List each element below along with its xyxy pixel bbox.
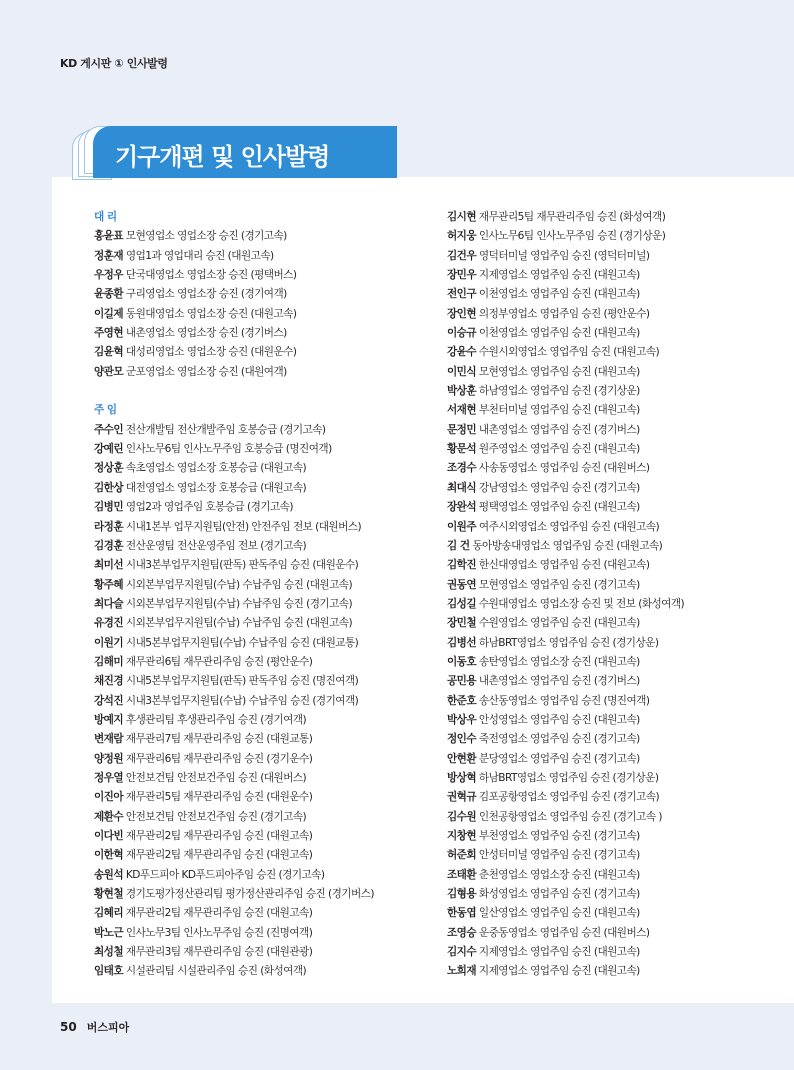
section-heading: 대 리 [94,211,117,223]
appointment-entry [94,247,439,266]
appointment-detail: 의정부영업소 영업주임 승진 (평안운수) [478,307,650,320]
appointment-entry [94,730,439,749]
appointment-detail: 일산영업소 영업주임 승진 (대원고속) [478,907,640,920]
person-name: 전인구 [447,288,477,301]
appointment-entry [447,730,747,749]
appointment-entry [94,614,439,633]
appointment-detail: 재무관리5팀 재무관리주임 승진 (대원운수) [125,791,313,804]
appointment-detail: 지제영업소 영업주임 승진 (대원고속) [478,269,640,282]
appointment-detail: 여주시외영업소 영업주임 승진 (대원고속) [478,520,660,533]
appointment-detail: 재무관리7팀 재무관리주임 승진 (대원교통) [125,733,313,746]
appointment-entry [94,808,439,827]
person-name: 허준회 [447,849,477,862]
person-name: 김혜리 [94,907,124,920]
appointment-detail: 수원대영업소 영업소장 승진 및 전보 (화성여객) [478,597,685,610]
appointment-entry [94,595,439,614]
appointment-entry [94,518,439,537]
appointment-detail: 재무관리2팀 재무관리주임 승진 (대원고속) [125,849,313,862]
appointments-right-column [447,208,747,982]
person-name: 정인수 [447,733,477,746]
person-name: 김학진 [447,559,477,572]
person-name: 장인현 [447,307,477,320]
appointment-entry [447,769,747,788]
person-name: 양관모 [94,365,124,378]
appointment-entry [447,866,747,885]
appointment-detail: 영덕터미널 영업주임 승진 (영덕터미널) [478,249,650,262]
appointment-entry [94,440,439,459]
person-name: 최대식 [447,481,477,494]
appointment-entry [447,305,747,324]
person-name: 제환수 [94,810,124,823]
appointment-detail: 강남영업소 영업주임 승진 (경기고속) [478,481,640,494]
person-name: 방예지 [94,713,124,726]
person-name: 강예린 [94,443,124,456]
appointment-entry [447,846,747,865]
appointment-entry [94,788,439,807]
appointment-entry [447,363,747,382]
appointment-entry [94,692,439,711]
appointment-entry [447,440,747,459]
appointment-entry [94,556,439,575]
appointment-detail: 이천영업소 영업주임 승진 (대원고속) [478,288,640,301]
appointment-entry [94,459,439,478]
appointment-detail: 시내3본부업무지원팀(판독) 판독주임 승진 (대원운수) [125,559,359,572]
person-name: 김건우 [447,249,477,262]
appointment-detail: 시내1본부 업무지원팀(안전) 안전주임 전보 (대원버스) [125,520,362,533]
appointment-entry [447,672,747,691]
appointment-entry [447,479,747,498]
appointment-detail: 안전보건팀 안전보건주임 승진 (대원버스) [125,771,307,784]
person-name: 조영승 [447,926,477,939]
appointment-entry [447,885,747,904]
appointment-entry [94,343,439,362]
person-name: 방상혁 [447,771,477,784]
person-name: 송원석 [94,868,124,881]
appointment-entry [447,750,747,769]
appointment-entry [94,305,439,324]
appointment-detail: 재무관리3팀 재무관리주임 승진 (대원관광) [125,946,313,959]
appointment-detail: 모현영업소 영업소장 승진 (경기고속) [125,230,287,243]
appointment-entry [94,904,439,923]
appointment-entry [447,827,747,846]
person-name: 김성길 [447,597,477,610]
appointment-entry [94,924,439,943]
appointment-detail: 모현영업소 영업주임 승진 (대원고속) [478,365,640,378]
person-name: 라정훈 [94,520,124,533]
person-name: 김지수 [447,946,477,959]
appointment-entry [94,634,439,653]
appointment-detail: 시내5본부업무지원팀(수납) 수납주임 승진 (대원교통) [125,636,359,649]
person-name: 김 건 [447,539,470,552]
appointment-detail: 원주영업소 영업주임 승진 (대원고속) [478,443,640,456]
person-name: 김수원 [447,810,477,823]
person-name: 정훈재 [94,249,124,262]
appointment-detail: 부천터미널 영업주임 승진 (대원고속) [478,404,640,417]
appointment-entry [447,924,747,943]
person-name: 정우열 [94,771,124,784]
appointment-detail: 후생관리팀 후생관리주임 승진 (경기여객) [125,713,307,726]
appointment-entry [447,343,747,362]
appointment-detail: 군포영업소 영업소장 승진 (대원여객) [125,365,287,378]
appointment-entry [94,479,439,498]
person-name: 황주혜 [94,578,124,591]
person-name: 김시현 [447,211,477,223]
appointment-detail: 죽전영업소 영업주임 승진 (경기고속) [478,733,640,746]
appointment-entry [94,421,439,440]
person-name: 김해미 [94,655,124,668]
appointment-detail: 지제영업소 영업주임 승진 (대원고속) [478,965,640,978]
appointment-entry [94,943,439,962]
person-name: 채진경 [94,675,124,688]
person-name: 홍윤표 [94,230,124,243]
person-name: 이승규 [447,327,477,340]
appointment-entry [94,827,439,846]
appointment-detail: 사송동영업소 영업주임 승진 (대원버스) [478,462,650,475]
section-spacer [94,382,439,401]
person-name: 김경훈 [94,539,124,552]
appointment-detail: 인사노무6팀 인사노무주임 승진 (경기상운) [478,230,666,243]
appointment-detail: 부천영업소 영업주임 승진 (경기고속) [478,830,640,842]
appointment-entry [447,653,747,672]
person-name: 권혁규 [447,791,477,804]
person-name: 안현환 [447,752,477,765]
person-name: 장민우 [447,269,477,282]
section-heading: 주 임 [94,404,117,417]
appointment-entry [447,459,747,478]
person-name: 김병민 [94,501,124,514]
appointment-detail: 재무관리6팀 재무관리주임 승진 (경기운수) [125,752,313,765]
person-name: 황현철 [94,888,124,901]
appointment-entry [94,537,439,556]
appointment-detail: 모현영업소 영업주임 승진 (경기고속) [478,578,640,591]
appointment-detail: 인천공항영업소 영업주임 승진 (경기고속 ) [478,810,662,823]
appointment-entry [94,711,439,730]
appointment-detail: 경기도평가정산관리팀 평가정산관리주임 승진 (경기버스) [125,888,374,901]
person-name: 우정우 [94,269,124,282]
appointment-detail: 시설관리팀 시설관리주임 승진 (화성여객) [125,965,307,978]
appointment-entry [94,750,439,769]
person-name: 한동엽 [447,907,477,920]
person-name: 이원기 [94,636,124,649]
appointment-detail: 이천영업소 영업주임 승진 (대원고속) [478,327,640,340]
appointment-detail: 안성영업소 영업주임 승진 (대원고속) [478,713,640,726]
appointment-entry [94,363,439,382]
page-number: 50 [60,1020,77,1034]
appointment-detail: 지제영업소 영업주임 승진 (대원고속) [478,946,640,959]
appointment-entry [447,808,747,827]
person-name: 노희재 [447,965,477,978]
person-name: 권동연 [447,578,477,591]
appointment-detail: 시외본부업무지원팀(수납) 수납주임 승진 (대원고속) [125,617,353,630]
appointment-detail: 수원시외영업소 영업주임 승진 (대원고속) [478,346,660,359]
appointment-entry [94,324,439,343]
person-name: 장민철 [447,617,477,630]
appointment-detail: 대전영업소 영업소장 호봉승급 (대원고속) [125,481,307,494]
appointment-detail: 수원영업소 영업주임 승진 (대원고속) [478,617,640,630]
appointment-entry [94,672,439,691]
person-name: 변재람 [94,733,124,746]
appointment-detail: 춘천영업소 영업소장 승진 (대원고속) [478,868,640,881]
appointment-detail: KD푸드피아 KD푸드피아주임 승진 (경기고속) [125,868,325,881]
person-name: 이한혁 [94,849,124,862]
appointment-entry [447,711,747,730]
person-name: 김병선 [447,636,477,649]
appointment-detail: 안성터미널 영업주임 승진 (경기고속) [478,849,640,862]
person-name: 서재현 [447,404,477,417]
appointment-detail: 안전보건팀 안전보건주임 승진 (경기고속) [125,810,307,823]
appointment-detail: 하남BRT영업소 영업주임 승진 (경기상운) [478,771,659,784]
appointment-entry [94,576,439,595]
appointment-detail: 재무관리6팀 재무관리주임 승진 (평안운수) [125,655,313,668]
appointment-entry [447,556,747,575]
appointments-left-column [94,208,439,982]
appointment-entry [447,692,747,711]
person-name: 최다슬 [94,597,124,610]
person-name: 조경수 [447,462,477,475]
person-name: 문정민 [447,423,477,436]
person-name: 이민식 [447,365,477,378]
appointment-detail: 전산개발팀 전산개발주임 호봉승급 (경기고속) [125,423,326,436]
appointment-entry [447,401,747,420]
appointment-detail: 분당영업소 영업주임 승진 (경기고속) [478,752,640,765]
person-name: 박상훈 [447,385,477,398]
appointment-entry [447,904,747,923]
appointment-detail: 재무관리5팀 재무관리주임 승진 (화성여객) [478,211,666,223]
appointment-detail: 내촌영업소 영업주임 승진 (경기버스) [478,675,640,688]
appointment-detail: 속초영업소 영업소장 호봉승급 (대원고속) [125,462,307,475]
appointment-entry [447,537,747,556]
magazine-name: 버스피아 [86,1021,130,1034]
appointment-detail: 한신대영업소 영업주임 승진 (대원고속) [478,559,650,572]
person-name: 허지웅 [447,230,477,243]
appointment-entry [447,788,747,807]
person-name: 김한상 [94,481,124,494]
appointment-entry [447,227,747,246]
appointment-entry [94,266,439,285]
appointment-entry [447,634,747,653]
appointment-entry [94,227,439,246]
appointment-detail: 시외본부업무지원팀(수납) 수납주임 승진 (경기고속) [125,597,353,610]
person-name: 이원주 [447,520,477,533]
appointment-entry [94,866,439,885]
person-name: 이다빈 [94,830,124,842]
appointment-detail: 구리영업소 영업소장 승진 (경기여객) [125,288,287,301]
appointment-detail: 송탄영업소 영업소장 승진 (대원고속) [478,655,640,668]
appointment-detail: 재무관리2팀 재무관리주임 승진 (대원고속) [125,907,313,920]
person-name: 조태환 [447,868,477,881]
appointment-detail: 단국대영업소 영업소장 승진 (평택버스) [125,269,297,282]
appointment-entry [447,208,747,227]
appointment-detail: 동원대영업소 영업소장 승진 (대원고속) [125,307,297,320]
appointment-detail: 평택영업소 영업주임 승진 (대원고속) [478,501,640,514]
person-name: 김윤혁 [94,346,124,359]
person-name: 김형용 [447,888,477,901]
appointment-detail: 내촌영업소 영업소장 승진 (경기버스) [125,327,287,340]
page-title: 기구개편 및 인사발령 [93,126,397,178]
appointment-entry [447,518,747,537]
appointment-detail: 하남BRT영업소 영업주임 승진 (경기상운) [478,636,659,649]
appointment-detail: 내촌영업소 영업주임 승진 (경기버스) [478,423,640,436]
appointment-detail: 동아방송대영업소 영업주임 승진 (대원고속) [472,539,663,552]
appointment-detail: 화성영업소 영업주임 승진 (경기고속) [478,888,640,901]
footer [60,1019,129,1035]
appointment-detail: 전산운영팀 전산운영주임 전보 (경기고속) [125,539,307,552]
appointment-entry [447,247,747,266]
person-name: 강윤수 [447,346,477,359]
appointment-entry [94,653,439,672]
appointment-entry [94,846,439,865]
appointment-entry [447,382,747,401]
person-name: 임태호 [94,965,124,978]
appointment-entry [94,498,439,517]
appointment-entry [447,324,747,343]
appointment-entry [447,498,747,517]
appointment-detail: 영업2과 영업주임 호봉승급 (경기고속) [125,501,293,514]
person-name: 최미선 [94,559,124,572]
appointment-entry [447,421,747,440]
person-name: 강석진 [94,694,124,707]
appointment-detail: 인사노무6팀 인사노무주임 호봉승급 (명진여객) [125,443,332,456]
appointment-entry [94,962,439,981]
person-name: 윤종환 [94,288,124,301]
appointment-detail: 송산동영업소 영업주임 승진 (명진여객) [478,694,650,707]
appointment-detail: 하남영업소 영업주임 승진 (경기상운) [478,385,640,398]
appointment-entry [447,285,747,304]
person-name: 주수인 [94,423,124,436]
appointment-detail: 시외본부업무지원팀(수납) 수납주임 승진 (대원고속) [125,578,353,591]
person-name: 이진아 [94,791,124,804]
appointment-entry [94,285,439,304]
appointment-entry [447,266,747,285]
appointment-entry [447,962,747,981]
person-name: 최성철 [94,946,124,959]
appointment-detail: 시내5본부업무지원팀(판독) 판독주임 승진 (명진여객) [125,675,359,688]
appointment-entry [447,576,747,595]
person-name: 유경진 [94,617,124,630]
person-name: 이길제 [94,307,124,320]
person-name: 황문석 [447,443,477,456]
person-name: 지창현 [447,830,477,842]
appointment-detail: 인사노무3팀 인사노무주임 승진 (진명여객) [125,926,313,939]
appointment-detail: 재무관리2팀 재무관리주임 승진 (대원고속) [125,830,313,842]
appointment-entry [447,614,747,633]
appointment-entry [447,943,747,962]
person-name: 한준호 [447,694,477,707]
appointment-detail: 대성리영업소 영업소장 승진 (대원운수) [125,346,297,359]
person-name: 박상우 [447,713,477,726]
person-name: 박노근 [94,926,124,939]
appointment-detail: 김포공항영업소 영업주임 승진 (경기고속) [478,791,660,804]
appointment-detail: 시내3본부업무지원팀(수납) 수납주임 승진 (경기여객) [125,694,359,707]
appointment-detail: 영업1과 영업대리 승진 (대원고속) [125,249,274,262]
person-name: 이동호 [447,655,477,668]
person-name: 장완석 [447,501,477,514]
person-name: 공민용 [447,675,477,688]
appointment-entry [447,595,747,614]
header-label: KD 게시판 ① 인사발령 [60,57,168,70]
appointment-entry [94,769,439,788]
person-name: 양정원 [94,752,124,765]
person-name: 정상훈 [94,462,124,475]
appointment-detail: 운중동영업소 영업주임 승진 (대원버스) [478,926,650,939]
person-name: 주영현 [94,327,124,340]
appointment-entry [94,885,439,904]
